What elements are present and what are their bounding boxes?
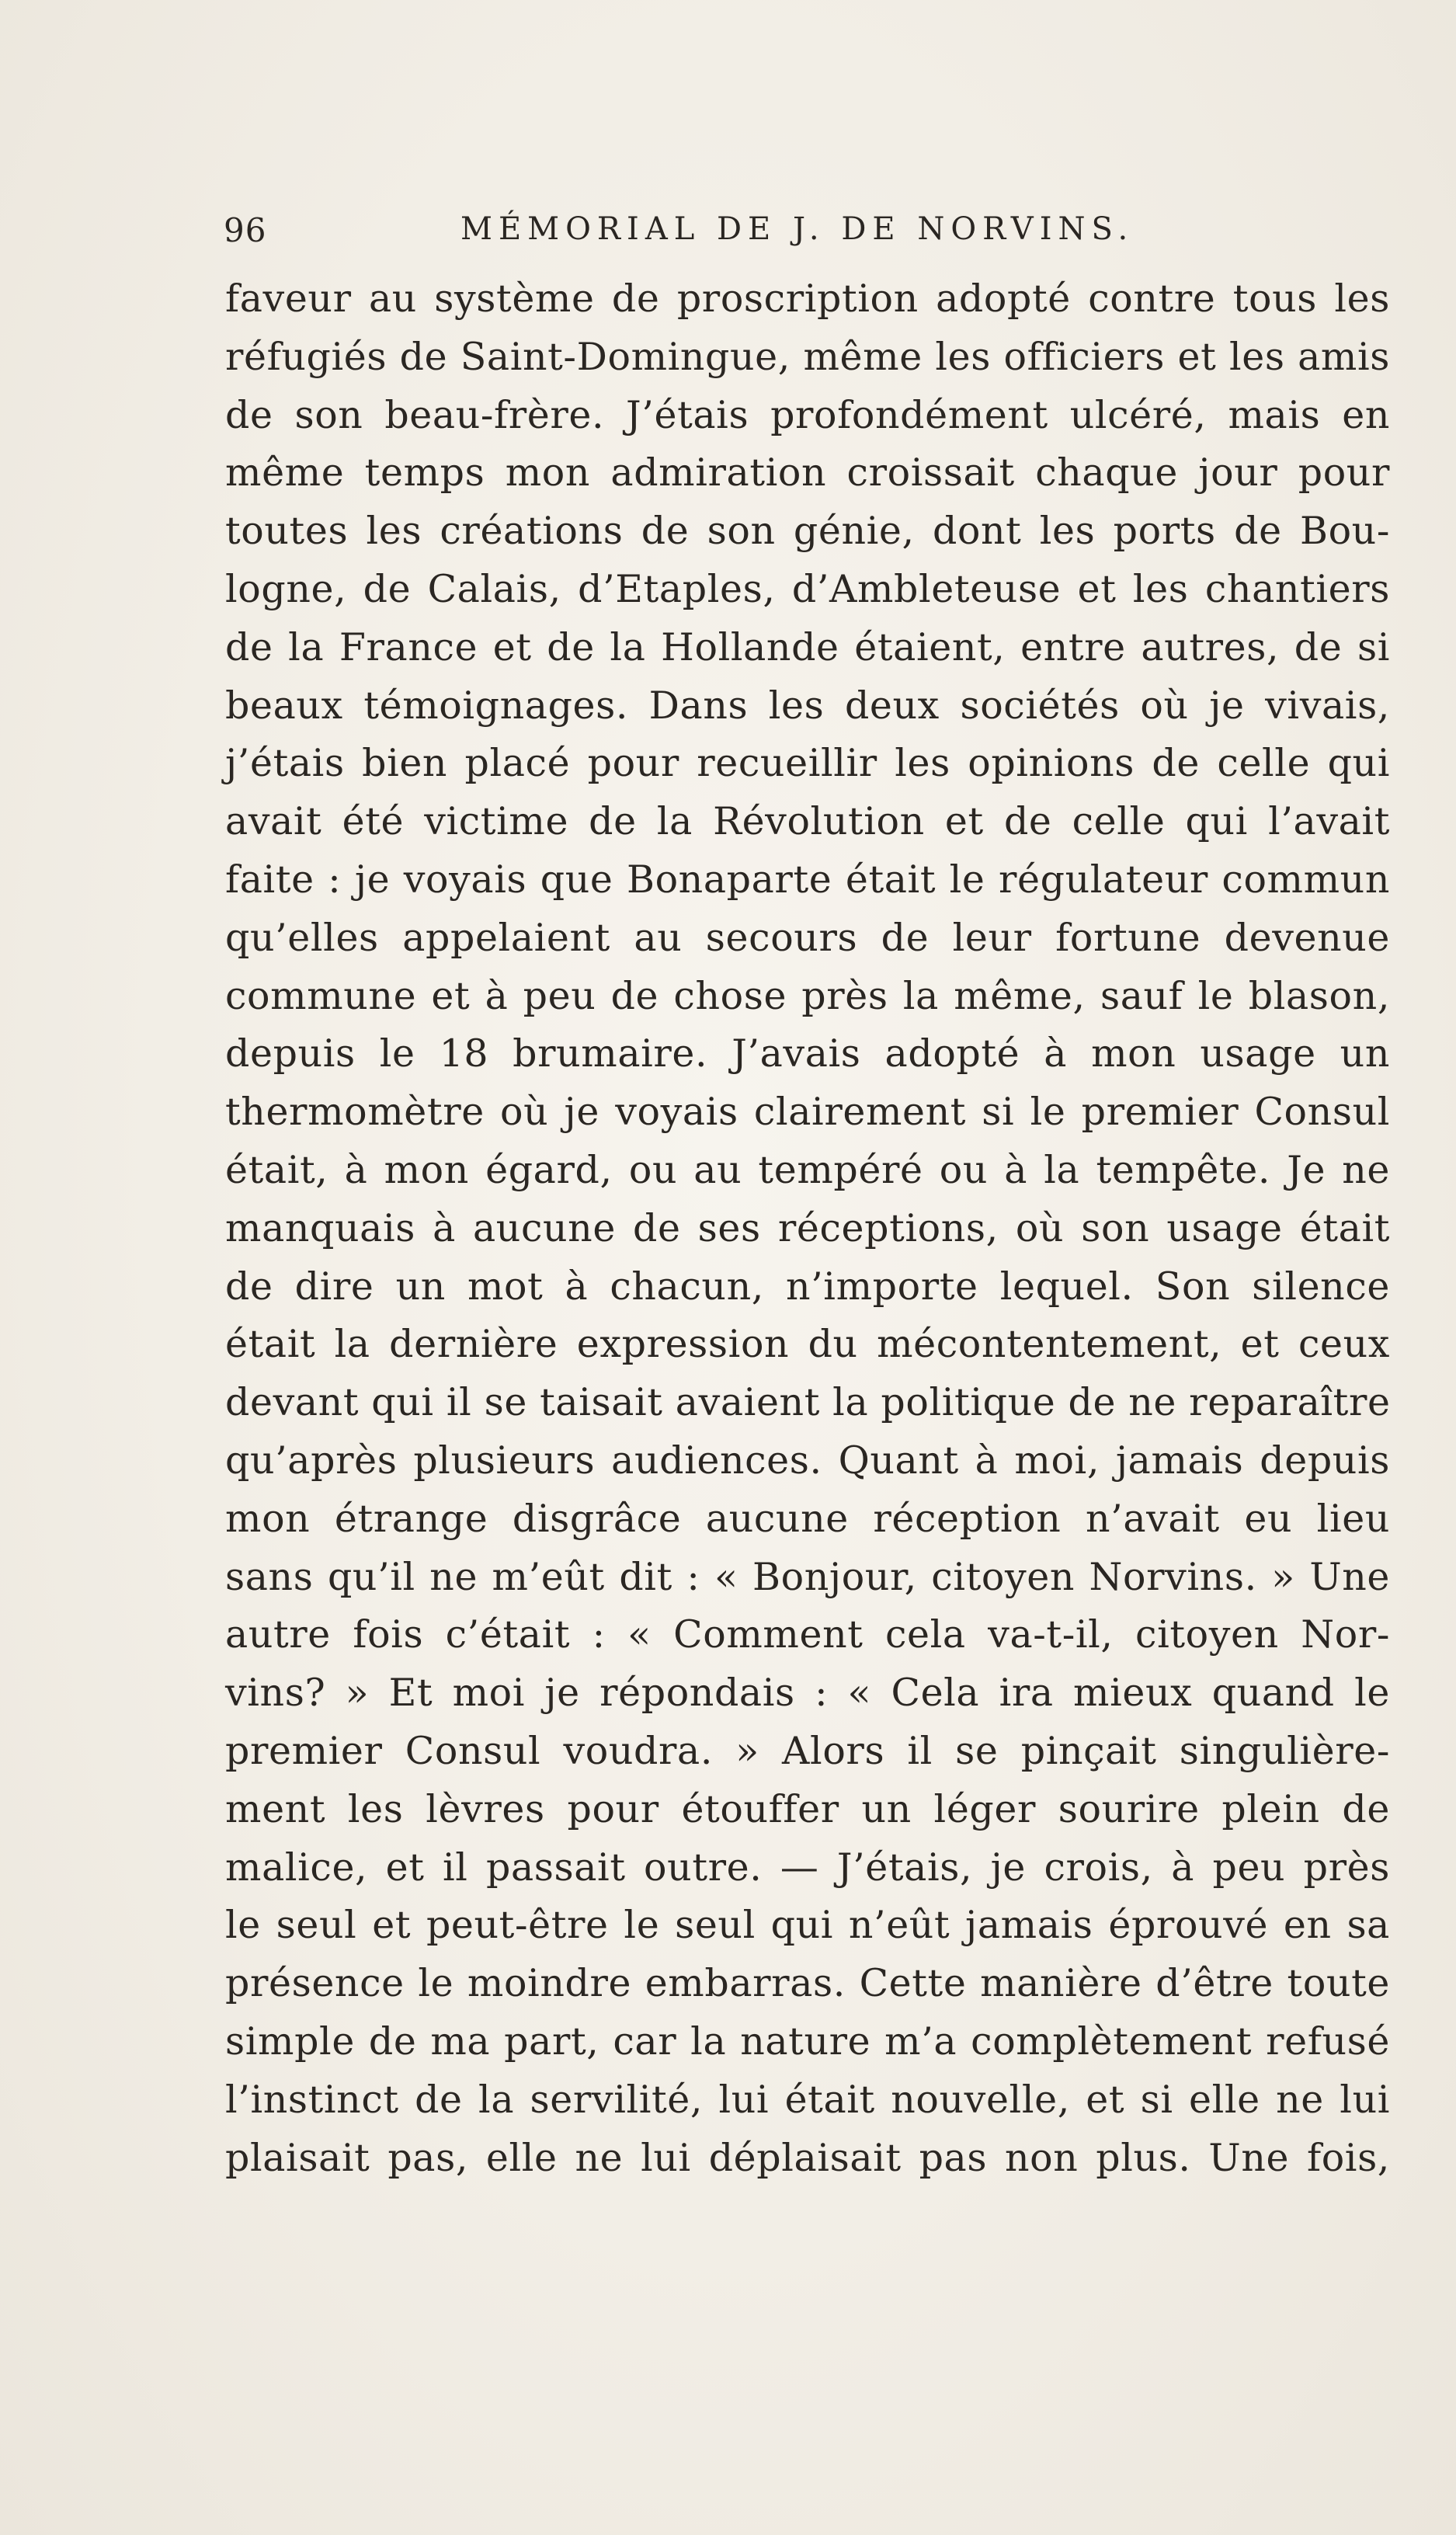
text-line: de dire un mot à chacun, n’importe lequel. Son silence bbox=[225, 1264, 1390, 1309]
text-line: vins? » Et moi je répondais : « Cela ira mieux quand le bbox=[225, 1671, 1390, 1716]
running-head bbox=[224, 211, 1359, 250]
text-line: thermomètre où je voyais clairement si le premier Consul bbox=[225, 1090, 1390, 1135]
text-line: avait été victime de la Révolution et de celle qui l’avait bbox=[225, 799, 1390, 844]
text-line: de son beau-frère. J’étais profondément ulcéré, mais en bbox=[225, 392, 1390, 437]
text-line: mon étrange disgrâce aucune réception n’avait eu lieu bbox=[225, 1496, 1390, 1541]
text-line: présence le moindre embarras. Cette manière d’être toute bbox=[225, 1961, 1390, 2006]
text-line: était, à mon égard, ou au tempéré ou à la tempête. Je ne bbox=[225, 1147, 1390, 1192]
text-line: commune et à peu de chose près la même, sauf le blason, bbox=[225, 973, 1390, 1018]
text-line: faite : je voyais que Bonaparte était le régulateur commun bbox=[225, 857, 1390, 902]
text-line: qu’elles appelaient au secours de leur fortune devenue bbox=[225, 915, 1390, 960]
text-line: sans qu’il ne m’eût dit : « Bonjour, citoyen Norvins. » Une bbox=[225, 1554, 1390, 1599]
text-line: de la France et de la Hollande étaient, entre autres, de si bbox=[225, 624, 1390, 669]
text-line: manquais à aucune de ses réceptions, où son usage était bbox=[225, 1205, 1390, 1250]
text-line: ment les lèvres pour étouffer un léger sourire plein de bbox=[225, 1786, 1390, 1831]
text-line: j’étais bien placé pour recueillir les opinions de celle qui bbox=[225, 741, 1390, 786]
text-line: beaux témoignages. Dans les deux sociétés où je vivais, bbox=[225, 683, 1390, 728]
text-line: simple de ma part, car la nature m’a complètement refusé bbox=[225, 2019, 1390, 2064]
text-line: qu’après plusieurs audiences. Quant à moi, jamais depuis bbox=[225, 1438, 1390, 1483]
text-line: le seul et peut-être le seul qui n’eût jamais éprouvé en sa bbox=[225, 1903, 1390, 1948]
text-line: même temps mon admiration croissait chaque jour pour bbox=[225, 450, 1390, 496]
text-line: logne, de Calais, d’Etaples, d’Ambleteuse et les chantiers bbox=[225, 566, 1390, 611]
page-number: 96 bbox=[224, 211, 267, 249]
text-line: faveur au système de proscription adopté contre tous les bbox=[225, 276, 1390, 321]
text-line: plaisait pas, elle ne lui déplaisait pas non plus. Une fois, bbox=[225, 2135, 1390, 2180]
text-line: malice, et il passait outre. — J’étais, je crois, à peu près bbox=[225, 1845, 1390, 1890]
body-text bbox=[225, 270, 1390, 2187]
text-line: premier Consul voudra. » Alors il se pinçait singulière- bbox=[225, 1728, 1390, 1773]
running-title: MÉMORIAL DE J. DE NORVINS. bbox=[460, 211, 1135, 247]
text-line: l’instinct de la servilité, lui était nouvelle, et si elle ne lui bbox=[225, 2077, 1390, 2122]
text-line: depuis le 18 brumaire. J’avais adopté à mon usage un bbox=[225, 1031, 1390, 1076]
text-line: autre fois c’était : « Comment cela va-t-il, citoyen Nor- bbox=[225, 1612, 1390, 1657]
text-line: réfugiés de Saint-Domingue, même les officiers et les amis bbox=[225, 334, 1390, 379]
text-line: toutes les créations de son génie, dont les ports de Bou- bbox=[225, 509, 1390, 554]
text-line: devant qui il se taisait avaient la politique de ne reparaître bbox=[225, 1380, 1391, 1425]
text-line: était la dernière expression du mécontentement, et ceux bbox=[225, 1322, 1390, 1367]
